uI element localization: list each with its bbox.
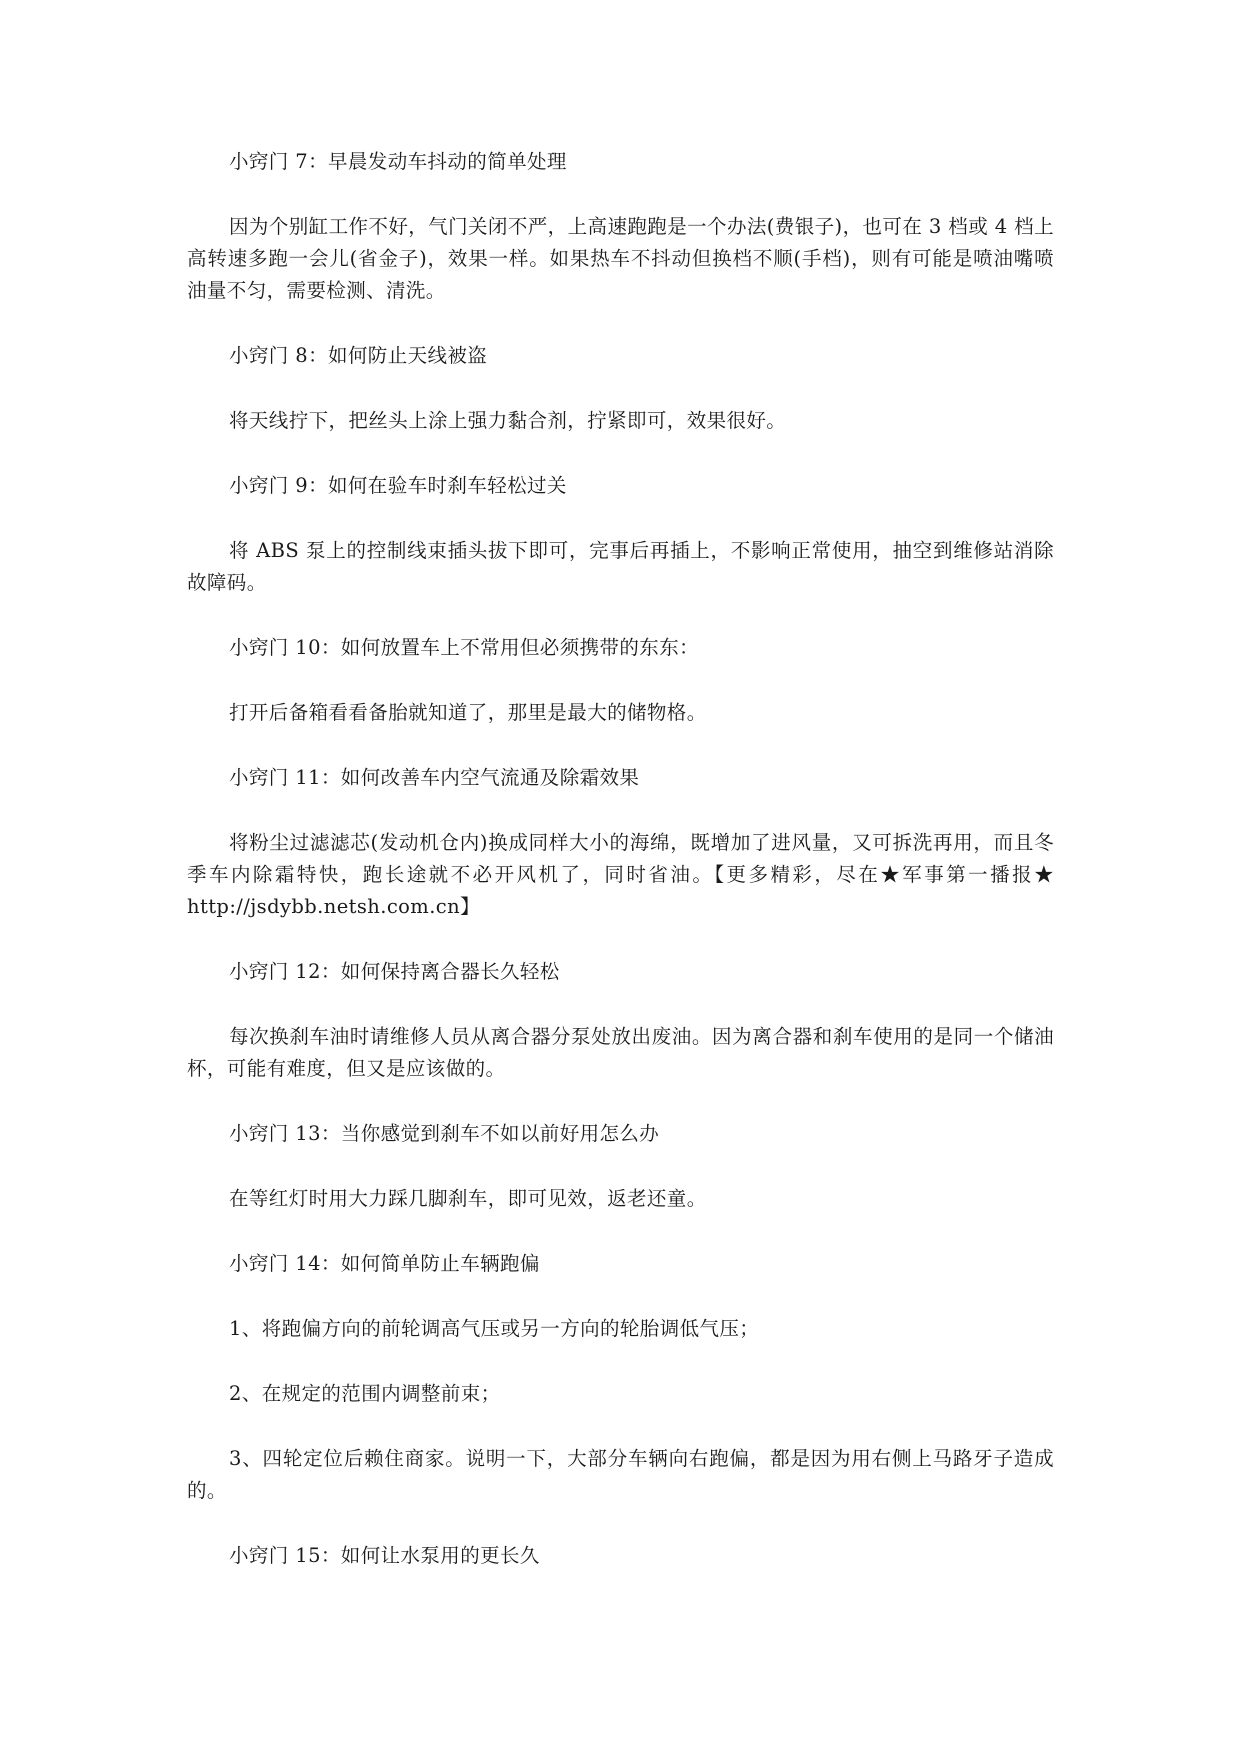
tip-14-heading: 小窍门 14：如何简单防止车辆跑偏 <box>229 1252 540 1275</box>
tip-13-heading: 小窍门 13：当你感觉到刹车不如以前好用怎么办 <box>229 1122 660 1145</box>
tip-8-heading: 小窍门 8：如何防止天线被盗 <box>229 344 488 367</box>
tip-9-heading: 小窍门 9：如何在验车时刹车轻松过关 <box>229 474 567 497</box>
tip-12-body: 每次换刹车油时请维修人员从离合器分泵处放出废油。因为离合器和刹车使用的是同一个储油杯，可能有难度，但又是应该做的。 <box>187 1025 1054 1080</box>
tip-7-body: 因为个别缸工作不好，气门关闭不严，上高速跑跑是一个办法(费银子)，也可在 3 档或 4 档上高转速多跑一会儿(省金子)，效果一样。如果热车不抖动但换档不顺(手档)，则有可能是喷油嘴喷油量不匀，需要检测、清洗。 <box>187 215 1054 302</box>
tip-10-heading: 小窍门 10：如何放置车上不常用但必须携带的东东： <box>229 636 700 659</box>
tip-15-heading: 小窍门 15：如何让水泵用的更长久 <box>229 1544 540 1567</box>
tip-11-heading: 小窍门 11：如何改善车内空气流通及除霜效果 <box>229 766 640 789</box>
document-body <box>187 146 1054 1605</box>
tip-14-step-2: 2、在规定的范围内调整前束； <box>229 1382 501 1405</box>
tip-14-step-1: 1、将跑偏方向的前轮调高气压或另一方向的轮胎调低气压； <box>229 1317 760 1340</box>
tip-9-body: 将 ABS 泵上的控制线束插头拔下即可，完事后再插上，不影响正常使用，抽空到维修站消除故障码。 <box>187 539 1054 594</box>
tip-10-body: 打开后备箱看看备胎就知道了，那里是最大的储物格。 <box>229 701 707 724</box>
tip-14-step-3: 3、四轮定位后赖住商家。说明一下，大部分车辆向右跑偏，都是因为用右侧上马路牙子造成的。 <box>187 1447 1054 1502</box>
tip-8-body: 将天线拧下，把丝头上涂上强力黏合剂，拧紧即可，效果很好。 <box>229 409 787 432</box>
tip-11-body: 将粉尘过滤滤芯(发动机仓内)换成同样大小的海绵，既增加了进风量，又可拆洗再用，而且冬季车内除霜特快，跑长途就不必开风机了，同时省油。【更多精彩，尽在★军事第一播报★ http://jsdybb.netsh.com.cn】 <box>187 831 1054 918</box>
tip-13-body: 在等红灯时用大力踩几脚刹车，即可见效，返老还童。 <box>229 1187 707 1210</box>
tip-12-heading: 小窍门 12：如何保持离合器长久轻松 <box>229 960 560 983</box>
tip-7-heading: 小窍门 7：早晨发动车抖动的简单处理 <box>229 150 567 173</box>
